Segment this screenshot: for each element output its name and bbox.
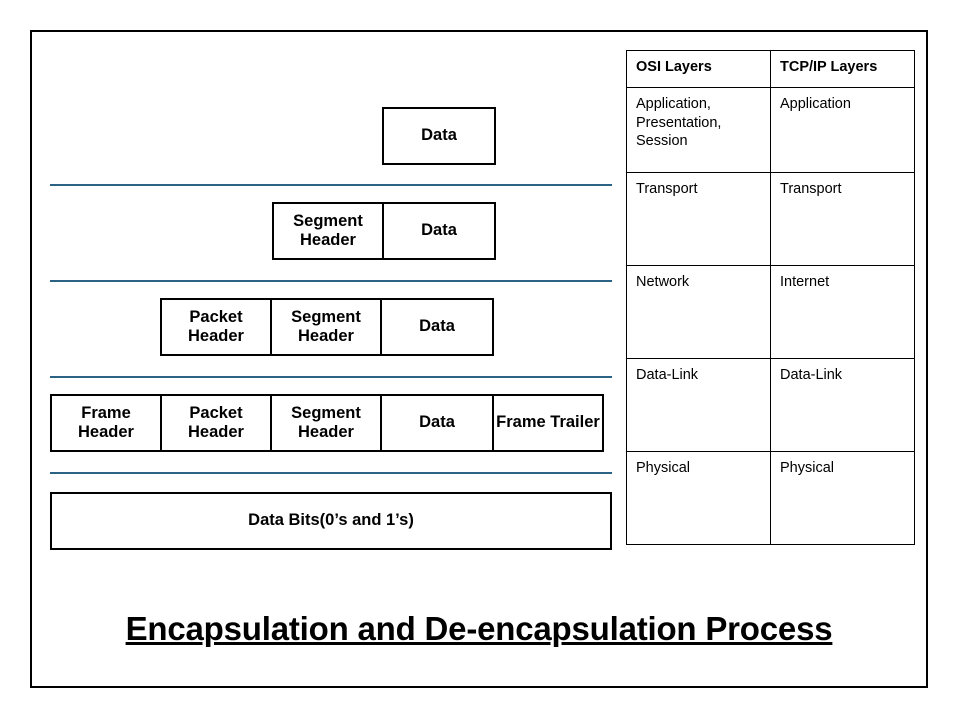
cell-osi-layer: Data-Link [627, 359, 771, 452]
table-row [627, 173, 915, 266]
pdu-box-segment-header: Segment Header [272, 202, 384, 260]
pdu-box-frame-trailer: Frame Trailer [492, 394, 604, 452]
cell-tcpip-layer: Transport [771, 173, 915, 266]
pdu-box-data: Data [382, 107, 496, 165]
table-row [627, 266, 915, 359]
pdu-box-data: Data [380, 298, 494, 356]
layers-table [626, 50, 915, 545]
pdu-box-data-bits: Data Bits(0’s and 1’s) [50, 492, 612, 550]
pdu-box-packet-header: Packet Header [160, 394, 272, 452]
page-title: Encapsulation and De-encapsulation Process [125, 610, 833, 647]
encapsulation-diagram [32, 32, 628, 592]
cell-tcpip-layer: Data-Link [771, 359, 915, 452]
cell-osi-layer: Application, Presentation, Session [627, 88, 771, 173]
layer-divider-4 [50, 472, 612, 474]
column-header-osi: OSI Layers [627, 51, 771, 88]
encapsulation-row-frame [50, 394, 604, 452]
slide-frame [30, 30, 928, 688]
layer-divider-2 [50, 280, 612, 282]
pdu-box-data: Data [380, 394, 494, 452]
pdu-box-frame-header: Frame Header [50, 394, 162, 452]
encapsulation-row-segment [272, 202, 496, 260]
table-header-row [627, 51, 915, 88]
layer-divider-1 [50, 184, 612, 186]
pdu-box-packet-header: Packet Header [160, 298, 272, 356]
pdu-box-segment-header: Segment Header [270, 394, 382, 452]
cell-osi-layer: Physical [627, 452, 771, 545]
encapsulation-row-packet [160, 298, 494, 356]
cell-tcpip-layer: Application [771, 88, 915, 173]
cell-osi-layer: Network [627, 266, 771, 359]
table-row [627, 359, 915, 452]
table-row [627, 452, 915, 545]
encapsulation-row-data [382, 107, 496, 165]
layer-divider-3 [50, 376, 612, 378]
encapsulation-row-bits [50, 492, 612, 550]
table-row [627, 88, 915, 173]
cell-tcpip-layer: Internet [771, 266, 915, 359]
pdu-box-data: Data [382, 202, 496, 260]
pdu-box-segment-header: Segment Header [270, 298, 382, 356]
cell-osi-layer: Transport [627, 173, 771, 266]
column-header-tcpip: TCP/IP Layers [771, 51, 915, 88]
cell-tcpip-layer: Physical [771, 452, 915, 545]
